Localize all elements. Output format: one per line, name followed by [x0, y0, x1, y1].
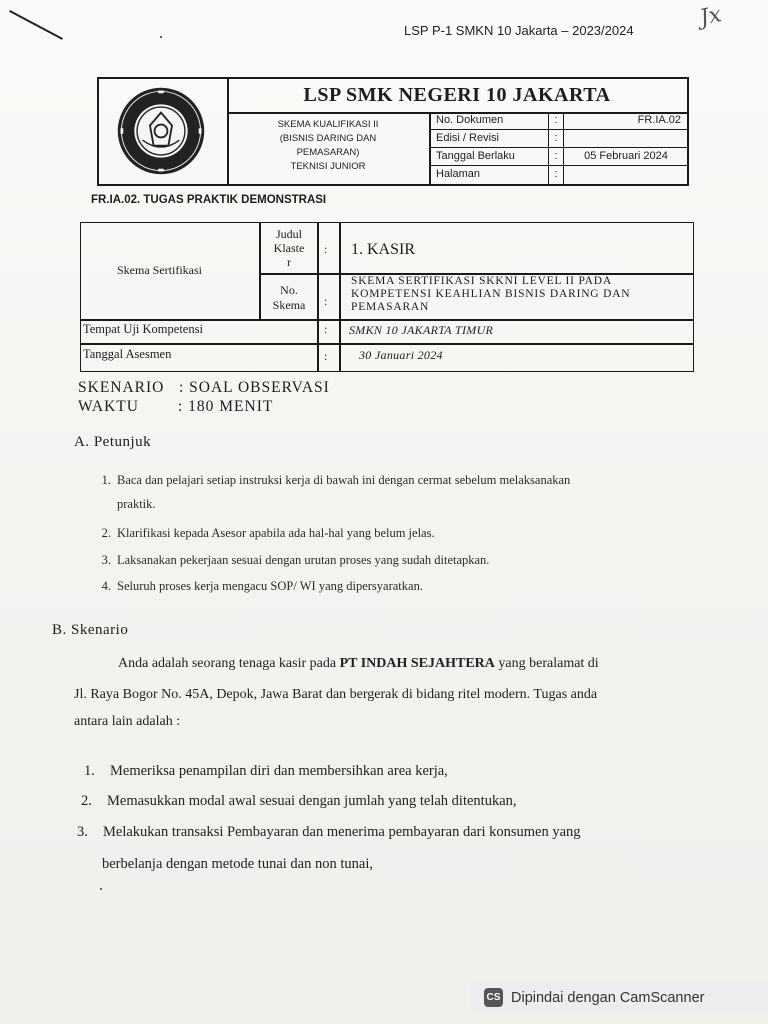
scheme-table — [80, 222, 694, 372]
scheme-number-value — [351, 275, 630, 314]
item-text: berbelanja dengan metode tunai dan non tunai, — [102, 856, 373, 872]
paragraph-text: Anda adalah seorang tenaga kasir pada — [118, 656, 340, 671]
doc-info-sep: : — [548, 130, 564, 147]
item-number: 4. — [101, 579, 111, 593]
label-line: Judul — [275, 227, 302, 241]
cluster-title-value: 1. KASIR — [351, 241, 416, 258]
item-text: Klarifikasi kepada Asesor apabila ada hal-hal yang belum jelas. — [117, 526, 435, 540]
logo-cell — [99, 79, 229, 184]
scenario-paragraph — [118, 656, 599, 672]
doc-info-label: Tanggal Berlaku — [436, 150, 515, 162]
scheme-line: PEMASARAN) — [296, 147, 360, 158]
lsp-seal-logo — [113, 85, 209, 177]
scheme-line: TEKNISI JUNIOR — [290, 161, 366, 172]
doc-info-label: No. Dokumen — [436, 114, 504, 126]
scenario-line: SKENARIO : SOAL OBSERVASI — [78, 379, 330, 396]
table-rule — [81, 343, 693, 345]
instruction-item — [86, 497, 156, 512]
table-rule — [81, 319, 693, 321]
doc-info-sep: : — [548, 148, 564, 165]
scheme-line: SKEMA KUALIFIKASI II — [277, 119, 379, 130]
table-rule — [339, 223, 341, 371]
assessment-date-value: 30 Januari 2024 — [359, 348, 443, 362]
task-item — [76, 763, 448, 780]
scheme-line: (BISNIS DARING DAN — [279, 133, 377, 144]
company-name: PT INDAH SEJAHTERA — [339, 656, 495, 671]
corner-scribble: Jx — [697, 2, 724, 31]
item-text: Baca dan pelajari setiap instruksi kerja di bawah ini dengan cermat sebelum melaksanakan — [117, 473, 571, 487]
item-number: 3. — [101, 553, 111, 567]
item-text: Memeriksa penampilan diri dan membersihkan area kerja, — [110, 763, 448, 779]
item-text: praktik. — [117, 497, 156, 511]
value-line: KOMPETENSI KEAHLIAN BISNIS DARING DAN — [351, 288, 631, 300]
item-number: 3. — [77, 824, 88, 840]
instruction-item — [86, 579, 423, 594]
colon: : — [324, 349, 328, 363]
header-note: LSP P-1 SMKN 10 Jakarta – 2023/2024 — [404, 23, 634, 38]
scenario-paragraph: antara lain adalah : — [74, 714, 181, 729]
item-number: 2. — [81, 793, 92, 809]
table-rule — [317, 223, 319, 371]
task-item — [76, 824, 581, 841]
doc-info-value: 05 Februari 2024 — [584, 150, 668, 162]
doc-info-row — [431, 112, 687, 130]
document-header-table — [97, 77, 689, 186]
doc-info-value: FR.IA.02 — [637, 114, 681, 126]
doc-info-label: Halaman — [436, 168, 481, 180]
judul-label — [261, 227, 317, 269]
colon: : — [324, 294, 328, 308]
institution-title: LSP SMK NEGERI 10 JAKARTA — [227, 79, 687, 114]
section-b-title: B. Skenario — [52, 622, 129, 638]
instruction-item — [86, 473, 570, 488]
colon: : — [324, 322, 328, 336]
tuk-value: SMKN 10 JAKARTA TIMUR — [349, 323, 494, 337]
doc-info-row — [431, 130, 687, 148]
assessment-date-label: Tanggal Asesmen — [83, 347, 172, 361]
camscanner-icon: CS — [484, 988, 503, 1007]
no-skema-label — [261, 283, 317, 313]
doc-info-row — [431, 166, 687, 184]
section-a-title: A. Petunjuk — [74, 434, 152, 450]
scheme-qualification — [227, 112, 431, 184]
instruction-item — [86, 553, 489, 568]
form-title: FR.IA.02. TUGAS PRAKTIK DEMONSTRASI — [91, 194, 327, 206]
item-number: 2. — [101, 526, 111, 540]
item-text: Melakukan transaksi Pembayaran dan menerima pembayaran dari konsumen yang — [103, 824, 581, 840]
item-number: 1. — [101, 473, 111, 487]
label-line: Klaste — [273, 241, 305, 255]
doc-info-sep: : — [548, 166, 564, 184]
value-line: SKEMA SERTIFIKASI SKKNI LEVEL II PADA — [351, 275, 612, 287]
item-text: Laksanakan pekerjaan sesuai dengan urutan proses yang sudah ditetapkan. — [117, 553, 490, 567]
item-text: Memasukkan modal awal sesuai dengan jumlah yang telah ditentukan, — [107, 793, 517, 809]
camscanner-text: Dipindai dengan CamScanner — [511, 989, 705, 1006]
item-number: 1. — [84, 763, 95, 779]
label-line: Skema — [272, 298, 306, 312]
speck — [160, 36, 162, 38]
label-line: No. — [280, 283, 298, 297]
speck — [100, 888, 102, 890]
doc-info-sep: : — [548, 112, 564, 129]
item-text: Seluruh proses kerja mengacu SOP/ WI yang dipersyaratkan. — [117, 579, 423, 593]
paragraph-text: yang beralamat di — [494, 656, 599, 671]
colon: : — [324, 242, 328, 256]
doc-info-row — [431, 148, 687, 166]
instruction-item — [86, 526, 435, 541]
doc-info-label: Edisi / Revisi — [436, 132, 499, 144]
value-line: PEMASARAN — [351, 301, 430, 313]
tuk-label: Tempat Uji Kompetensi — [83, 322, 203, 336]
skema-label: Skema Sertifikasi — [117, 263, 202, 277]
label-line: r — [287, 255, 291, 269]
task-item — [76, 793, 517, 810]
time-line: WAKTU : 180 MENIT — [78, 398, 274, 415]
camscanner-watermark — [470, 983, 768, 1012]
scenario-paragraph: Jl. Raya Bogor No. 45A, Depok, Jawa Barat dan bergerak di bidang ritel modern. Tugas anda — [74, 687, 598, 702]
task-item — [76, 856, 373, 873]
